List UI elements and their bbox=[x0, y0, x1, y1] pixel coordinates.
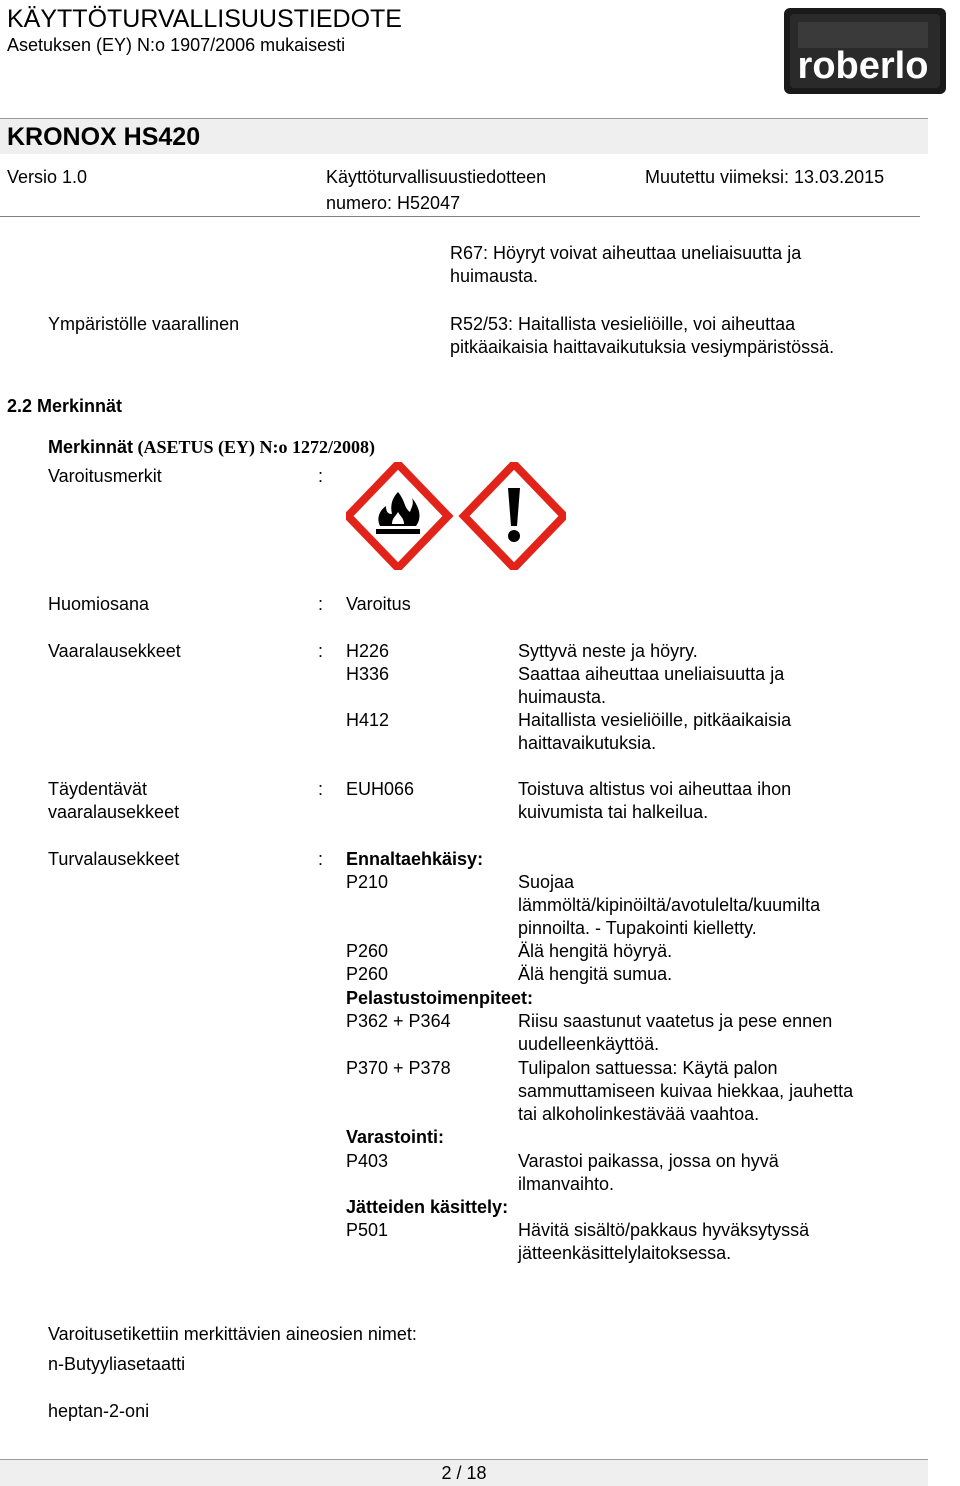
page-number: 2 / 18 bbox=[441, 1463, 487, 1483]
pictograms-label: Varoitusmerkit bbox=[48, 466, 162, 486]
response-heading: Pelastustoimenpiteet: bbox=[346, 988, 534, 1008]
precautionary-label: Turvalausekkeet bbox=[48, 849, 180, 869]
document-subtitle: Asetuksen (EY) N:o 1907/2006 mukaisesti bbox=[7, 35, 346, 55]
product-name: KRONOX HS420 bbox=[7, 123, 201, 151]
r52-line2: pitkäaikaisia haittavaikutuksia vesiympäristössä. bbox=[450, 337, 835, 357]
p-code: P210 bbox=[346, 872, 389, 892]
roberlo-logo bbox=[778, 4, 948, 97]
p-text: Älä hengitä höyryä. bbox=[518, 941, 673, 961]
signal-word-label: Huomiosana bbox=[48, 594, 150, 614]
sds-number-line1: Käyttöturvallisuustiedotteen bbox=[326, 167, 547, 187]
r52-line1: R52/53: Haitallista vesieliöille, voi aiheuttaa bbox=[450, 314, 796, 334]
p-text: pinnoilta. - Tupakointi kielletty. bbox=[518, 918, 757, 938]
p-text: Suojaa bbox=[518, 872, 575, 892]
components-label: Varoitusetikettiin merkittävien aineosien nimet: bbox=[48, 1324, 417, 1344]
p-code: P501 bbox=[346, 1220, 389, 1240]
p-text: uudelleenkäyttöä. bbox=[518, 1034, 660, 1054]
p-code: P403 bbox=[346, 1151, 389, 1171]
p-text: jätteenkäsittelylaitoksessa. bbox=[518, 1243, 732, 1263]
colon: : bbox=[318, 779, 324, 799]
regulation-line bbox=[48, 436, 375, 459]
r67-line1: R67: Höyryt voivat aiheuttaa uneliaisuutta ja bbox=[450, 243, 802, 263]
sds-number-line2: numero: H52047 bbox=[326, 193, 461, 213]
pictograms bbox=[346, 462, 566, 570]
regulation-bold: Merkinnät bbox=[48, 437, 134, 457]
version-label: Versio 1.0 bbox=[7, 167, 88, 187]
supplemental-label: vaaralausekkeet bbox=[48, 802, 180, 822]
r67-line2: huimausta. bbox=[450, 266, 539, 286]
p-text: sammuttamiseen kuivaa hiekkaa, jauhetta bbox=[518, 1081, 854, 1101]
supplemental-text: kuivumista tai halkeilua. bbox=[518, 802, 709, 822]
modified-date: Muutettu viimeksi: 13.03.2015 bbox=[645, 167, 885, 187]
p-text: Hävitä sisältö/pakkaus hyväksytyssä bbox=[518, 1220, 810, 1240]
hazard-code: H226 bbox=[346, 641, 390, 661]
p-text: Tulipalon sattuessa: Käytä palon bbox=[518, 1058, 778, 1078]
colon: : bbox=[318, 594, 324, 614]
p-code: P260 bbox=[346, 941, 389, 961]
p-code: P260 bbox=[346, 964, 389, 984]
p-code: P362 + P364 bbox=[346, 1011, 451, 1031]
hazard-text: haittavaikutuksia. bbox=[518, 733, 657, 753]
p-text: Varastoi paikassa, jossa on hyvä bbox=[518, 1151, 779, 1171]
hazard-text: Haitallista vesieliöille, pitkäaikaisia bbox=[518, 710, 792, 730]
colon: : bbox=[318, 849, 324, 869]
section-heading: 2.2 Merkinnät bbox=[7, 396, 123, 416]
component-item: heptan-2-oni bbox=[48, 1401, 150, 1421]
document-title: KÄYTTÖTURVALLISUUSTIEDOTE bbox=[7, 5, 402, 33]
supplemental-text: Toistuva altistus voi aiheuttaa ihon bbox=[518, 779, 792, 799]
disposal-heading: Jätteiden käsittely: bbox=[346, 1197, 509, 1217]
p-text: Älä hengitä sumua. bbox=[518, 964, 673, 984]
exclamation-pictogram-icon bbox=[464, 464, 564, 568]
component-item: n-Butyyliasetaatti bbox=[48, 1354, 186, 1374]
hazard-text: Saattaa aiheuttaa uneliaisuutta ja bbox=[518, 664, 785, 684]
hazard-text: Syttyvä neste ja höyry. bbox=[518, 641, 698, 661]
hazard-code: H336 bbox=[346, 664, 390, 684]
p-text: ilmanvaihto. bbox=[518, 1174, 615, 1194]
hazard-statements-label: Vaaralausekkeet bbox=[48, 641, 181, 661]
p-text: Riisu saastunut vaatetus ja pese ennen bbox=[518, 1011, 833, 1031]
env-hazard-label: Ympäristölle vaarallinen bbox=[48, 314, 240, 334]
hazard-text: huimausta. bbox=[518, 687, 607, 707]
p-text: tai alkoholinkestävää vaahtoa. bbox=[518, 1104, 760, 1124]
regulation-reference: (ASETUS (EY) N:o 1272/2008) bbox=[133, 437, 376, 457]
hazard-code: H412 bbox=[346, 710, 390, 730]
product-bar bbox=[0, 118, 928, 154]
prevention-heading: Ennaltaehkäisy: bbox=[346, 849, 484, 869]
supplemental-code: EUH066 bbox=[346, 779, 415, 799]
logo-text: roberlo bbox=[797, 45, 929, 87]
storage-heading: Varastointi: bbox=[346, 1127, 445, 1147]
header-divider bbox=[0, 216, 920, 217]
flame-pictogram-icon bbox=[348, 464, 448, 568]
supplemental-label: Täydentävät bbox=[48, 779, 148, 799]
signal-word: Varoitus bbox=[346, 594, 411, 614]
p-text: lämmöltä/kipinöiltä/avotulelta/kuumilta bbox=[518, 895, 821, 915]
colon: : bbox=[318, 466, 324, 486]
p-code: P370 + P378 bbox=[346, 1058, 451, 1078]
colon: : bbox=[318, 641, 324, 661]
